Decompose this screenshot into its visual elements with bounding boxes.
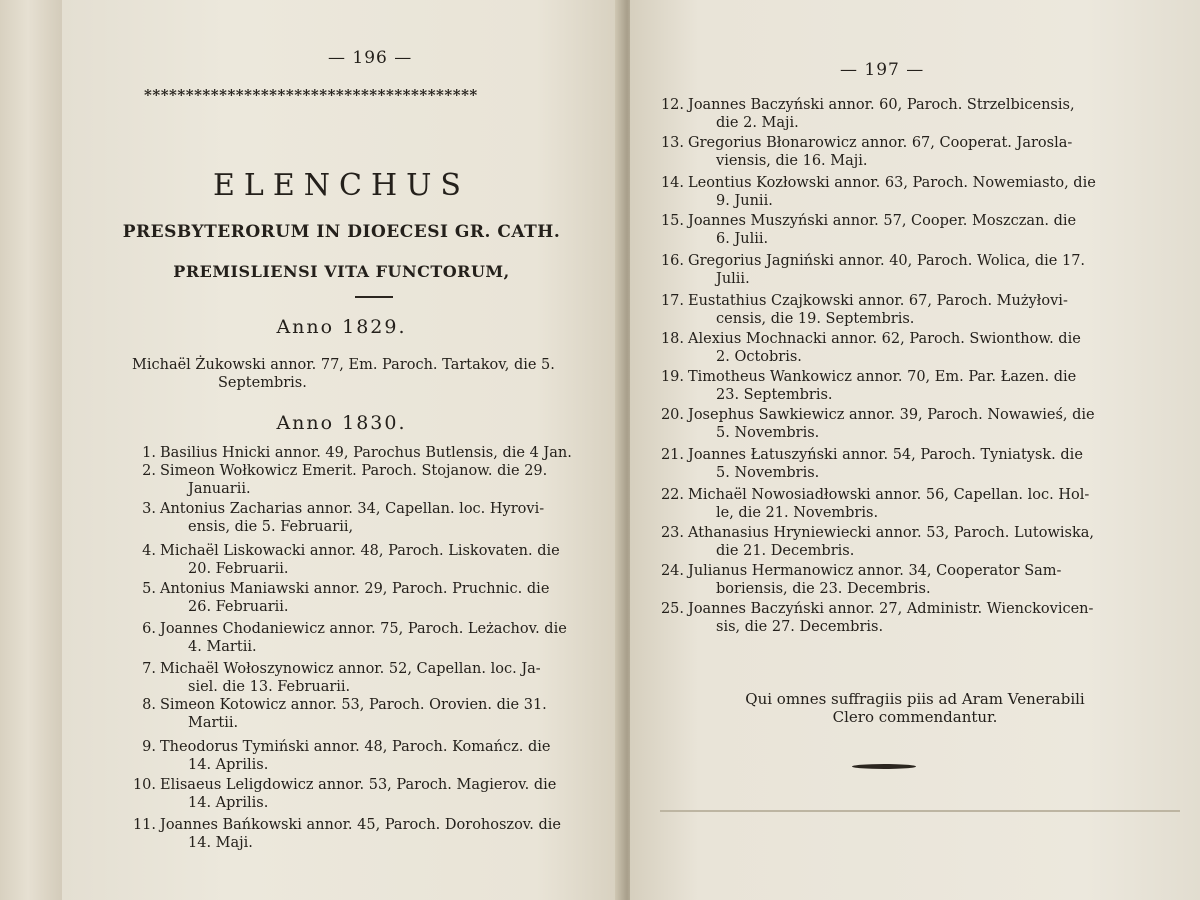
list-item: 7. Michaël Wołoszynowicz annor. 52, Capellan. loc. Ja- siel. die 13. Februarii. <box>142 661 541 695</box>
list-item: 22. Michaël Nowosiadłowski annor. 56, Capellan. loc. Hol- le, die 21. Novembris. <box>660 487 1090 521</box>
ornament-rule <box>852 764 916 769</box>
list-item: 8. Simeon Kotowicz annor. 53, Paroch. Orovien. die 31. Martii. <box>142 697 547 731</box>
list-item: 23. Athanasius Hryniewiecki annor. 53, Paroch. Lutowiska, die 21. Decembris. <box>660 525 1095 559</box>
year-heading-1829: Anno 1829. <box>276 316 407 338</box>
list-item: 19. Timotheus Wankowicz annor. 70, Em. Par. Łazen. die 23. Septembris. <box>660 369 1077 403</box>
list-item: 1. Basilius Hnicki annor. 49, Parochus Butlensis, die 4 Jan. <box>142 445 572 461</box>
list-item: 16. Gregorius Jagniński annor. 40, Paroch. Wolica, die 17. Julii. <box>660 253 1086 287</box>
bleed-through-rule <box>660 810 1180 812</box>
entry-line1: Michaël Żukowski annor. 77, Em. Paroch. Tartakov, die 5. <box>132 357 555 373</box>
left-page <box>62 0 622 900</box>
page-title: ELENCHUS <box>213 168 470 203</box>
list-item: 20. Josephus Sawkiewicz annor. 39, Paroch. Nowawieś, die 5. Novembris. <box>660 407 1095 441</box>
list-item: 11. Joannes Bańkowski annor. 45, Paroch. Dorohoszov. die 14. Maji. <box>132 817 561 851</box>
list-item: 18. Alexius Mochnacki annor. 62, Paroch. Swionthow. die 2. Octobris. <box>660 331 1081 365</box>
list-item: 2. Simeon Wołkowicz Emerit. Paroch. Stojanow. die 29. Januarii. <box>142 463 548 497</box>
list-item: 17. Eustathius Czajkowski annor. 67, Paroch. Mużyłovi- censis, die 19. Septembris. <box>660 293 1068 327</box>
entry-line2: Septembris. <box>218 375 307 391</box>
list-item: 6. Joannes Chodaniewicz annor. 75, Paroch. Leżachov. die 4. Martii. <box>142 621 567 655</box>
list-item: 9. Theodorus Tymiński annor. 48, Paroch. Komańcz. die 14. Aprilis. <box>142 739 551 773</box>
list-item: 21. Joannes Łatuszyński annor. 54, Paroch. Tyniatysk. die 5. Novembris. <box>660 447 1083 481</box>
list-item: 24. Julianus Hermanowicz annor. 34, Cooperator Sam- boriensis, die 23. Decembris. <box>660 563 1062 597</box>
year-heading-1830: Anno 1830. <box>276 412 407 434</box>
closing-line-2: Clero commendantur. <box>832 708 998 726</box>
decorative-stars: **************************************** <box>144 86 478 104</box>
title-rule <box>355 296 393 298</box>
list-item: 14. Leontius Kozłowski annor. 63, Paroch. Nowemiasto, die 9. Junii. <box>660 175 1096 209</box>
list-item: 4. Michaël Liskowacki annor. 48, Paroch. Liskovaten. die 20. Februarii. <box>142 543 560 577</box>
subtitle-1: PRESBYTERORUM IN DIOECESI GR. CATH. <box>122 222 561 242</box>
list-item: 5. Antonius Maniawski annor. 29, Paroch. Pruchnic. die 26. Februarii. <box>142 581 550 615</box>
book-edge <box>0 0 70 900</box>
list-item: 3. Antonius Zacharias annor. 34, Capellan. loc. Hyrovi- ensis, die 5. Februarii, <box>142 501 545 535</box>
subtitle-2: PREMISLIENSI VITA FUNCTORUM, <box>173 262 510 281</box>
list-item: 25. Joannes Baczyński annor. 27, Administr. Wienckovicen- sis, die 27. Decembris. <box>660 601 1094 635</box>
list-item: 13. Gregorius Błonarowicz annor. 67, Cooperat. Jarosla- viensis, die 16. Maji. <box>660 135 1073 169</box>
list-item: 10. Elisaeus Leligdowicz annor. 53, Paroch. Magierov. die 14. Aprilis. <box>132 777 557 811</box>
page-number: — 196 — <box>328 48 413 68</box>
closing-line-1: Qui omnes suffragiis piis ad Aram Venerabili <box>745 690 1085 708</box>
list-item: 12. Joannes Baczyński annor. 60, Paroch. Strzelbicensis, die 2. Maji. <box>660 97 1075 131</box>
list-item: 15. Joannes Muszyński annor. 57, Cooper. Moszczan. die 6. Julii. <box>660 213 1077 247</box>
right-page <box>630 0 1200 900</box>
page-number: — 197 — <box>840 60 925 80</box>
entry-1829 <box>132 356 555 392</box>
